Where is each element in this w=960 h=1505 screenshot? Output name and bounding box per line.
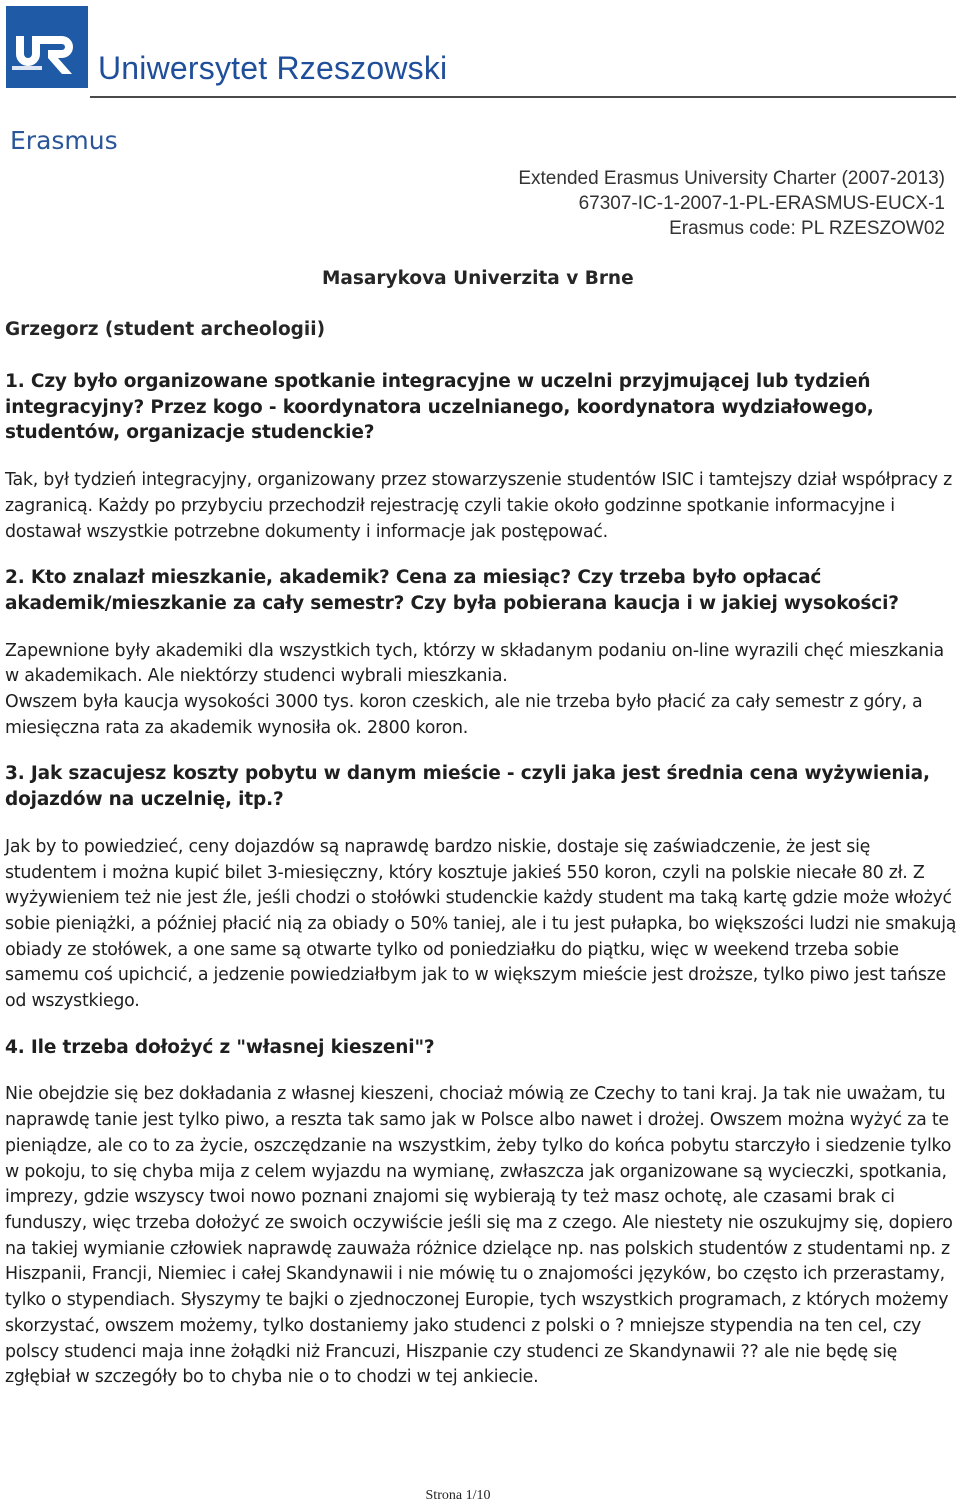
question-2: 2. Kto znalazł mieszkanie, akademik? Cena za miesiąc? Czy trzeba było opłacać akademik/mieszkanie za cały semestr? Czy była pobierana kaucja i w jakiej wysokości? [5,567,899,614]
university-name: Uniwersytet Rzeszowski [98,50,448,86]
charter-line-3: Erasmus code: PL RZESZOW02 [669,218,945,239]
host-university: Masarykova Univerzita v Brne [322,268,634,289]
charter-line-1: Extended Erasmus University Charter (2007-2013) [518,168,945,189]
question-3: 3. Jak szacujesz koszty pobytu w danym mieście - czyli jaka jest średnia cena wyżywienia, dojazdów na uczelnię, itp.? [5,763,930,811]
answer-2-continued: Owszem była kaucja wysokości 3000 tys. koron czeskich, ale nie trzeba było płacić za cały semestr z góry, a miesięczna rata za akademik wynosiła ok. 2800 koron. [5,692,923,738]
ur-logo-icon [6,6,88,88]
charter-line-2: 67307-IC-1-2007-1-PL-ERASMUS-EUCX-1 [578,193,945,214]
questionnaire [5,369,957,1391]
answer-2: Zapewnione były akademiki dla wszystkich tych, którzy w składanym podaniu on-line wyrazili chęć mieszkania w akademikach. Ale niektórzy studenci wybrali mieszkania. [5,640,944,687]
student-name: Grzegorz (student archeologii) [5,319,326,340]
question-4: 4. Ile trzeba dołożyć z "własnej kieszeni"? [5,1036,435,1058]
answer-3: Jak by to powiedzieć, ceny dojazdów są naprawdę bardzo niskie, dostaje się zaświadczenie, że jest się studentem i można kupić bilet 3-miesięczny, który kosztuje jakieś 550 koron, czyli na polskie niecałe 80 zł. Z wyżywieniem też nie jest źle, jeśli chodzi o stołówki studenckie każdy student ma taką kartę gdzie może włożyć sobie pieniążki, a później płacić nią za obiady o 50% taniej, ale i tu jest pułapka, bo większości ludzi nie smakują obiady ze stołówek, a one same są otwarte tylko od poniedziałku do piątku, więc w weekend trzeba sobie samemu coś upichcić, a jedzenie powiedziałbym jak to w większym mieście jest droższe, tylko piwo jest tańsze od wszystkiego. [5,836,957,1012]
answer-1: Tak, był tydzień integracyjny, organizowany przez stowarzyszenie studentów ISIC i tamtejszy dział współpracy z zagranicą. Każdy po przybyciu przechodził rejestrację czyli takie około godzinne spotkanie informacyjne i dostawał wszystkie potrzebne dokumenty i informacje jak postępować. [5,470,952,542]
question-1: 1. Czy było organizowane spotkanie integracyjne w uczelni przyjmującej lub tydzień integracyjny? Przez kogo - koordynatora uczelnianego, koordynatora wydziałowego, studentów, organizacje studenckie? [5,371,874,444]
header-divider [90,96,956,98]
answer-4: Nie obejdzie się bez dokładania z własnej kieszeni, chociaż mówią ze Czechy to tani kraj. Ja tak nie uważam, tu naprawdę tanie jest tylko piwo, a reszta tak samo jak w Polsce albo nawet i drożej. Owszem można wyżyć za te pieniądze, ale co to za życie, oszczędzanie na wszystkim, żeby tylko do końca pobytu starczyło i siedzenie tylko w pokoju, to się chyba mija z celem wyjazdu na wymianę, zwłaszcza jak organizowane są wycieczki, spotkania, imprezy, gdzie wszyscy twoi nowo poznani znajomi się wybierają ty też masz ochotę, ale czasami brak ci funduszy, więc trzeba dołożyć ze swoich oczywiście jeśli się ma z czego. Ale niestety nie oszukujmy się, dopiero na takiej wymianie człowiek naprawdę zauważa różnice dzielące np. nas polskich studentów z studentami np. z Hiszpanii, Francji, Niemiec i całej Skandynawii i nie mówię tu o znajomości języków, bo często ich przerastamy, tylko o stypendiach. Słyszymy te bajki o zjednoczonej Europie, tych wszystkich programach, z których możemy skorzystać, owszem możemy, tylko dostaniemy jako studenci z polski o ? mniejsze stypendia na ten cel, czy polscy studenci maja inne żołądki niż Francuzi, Hiszpanie czy studenci ze Skandynawii ?? ale nie będę się zgłębiał w szczegóły bo to chyba nie o to chodzi w tej ankiecie. [5,1084,953,1388]
section-title: Erasmus [10,126,118,155]
charter-info [518,166,945,241]
ur-logo-mark [6,6,88,88]
page-number: Strona 1/10 [425,1488,491,1503]
